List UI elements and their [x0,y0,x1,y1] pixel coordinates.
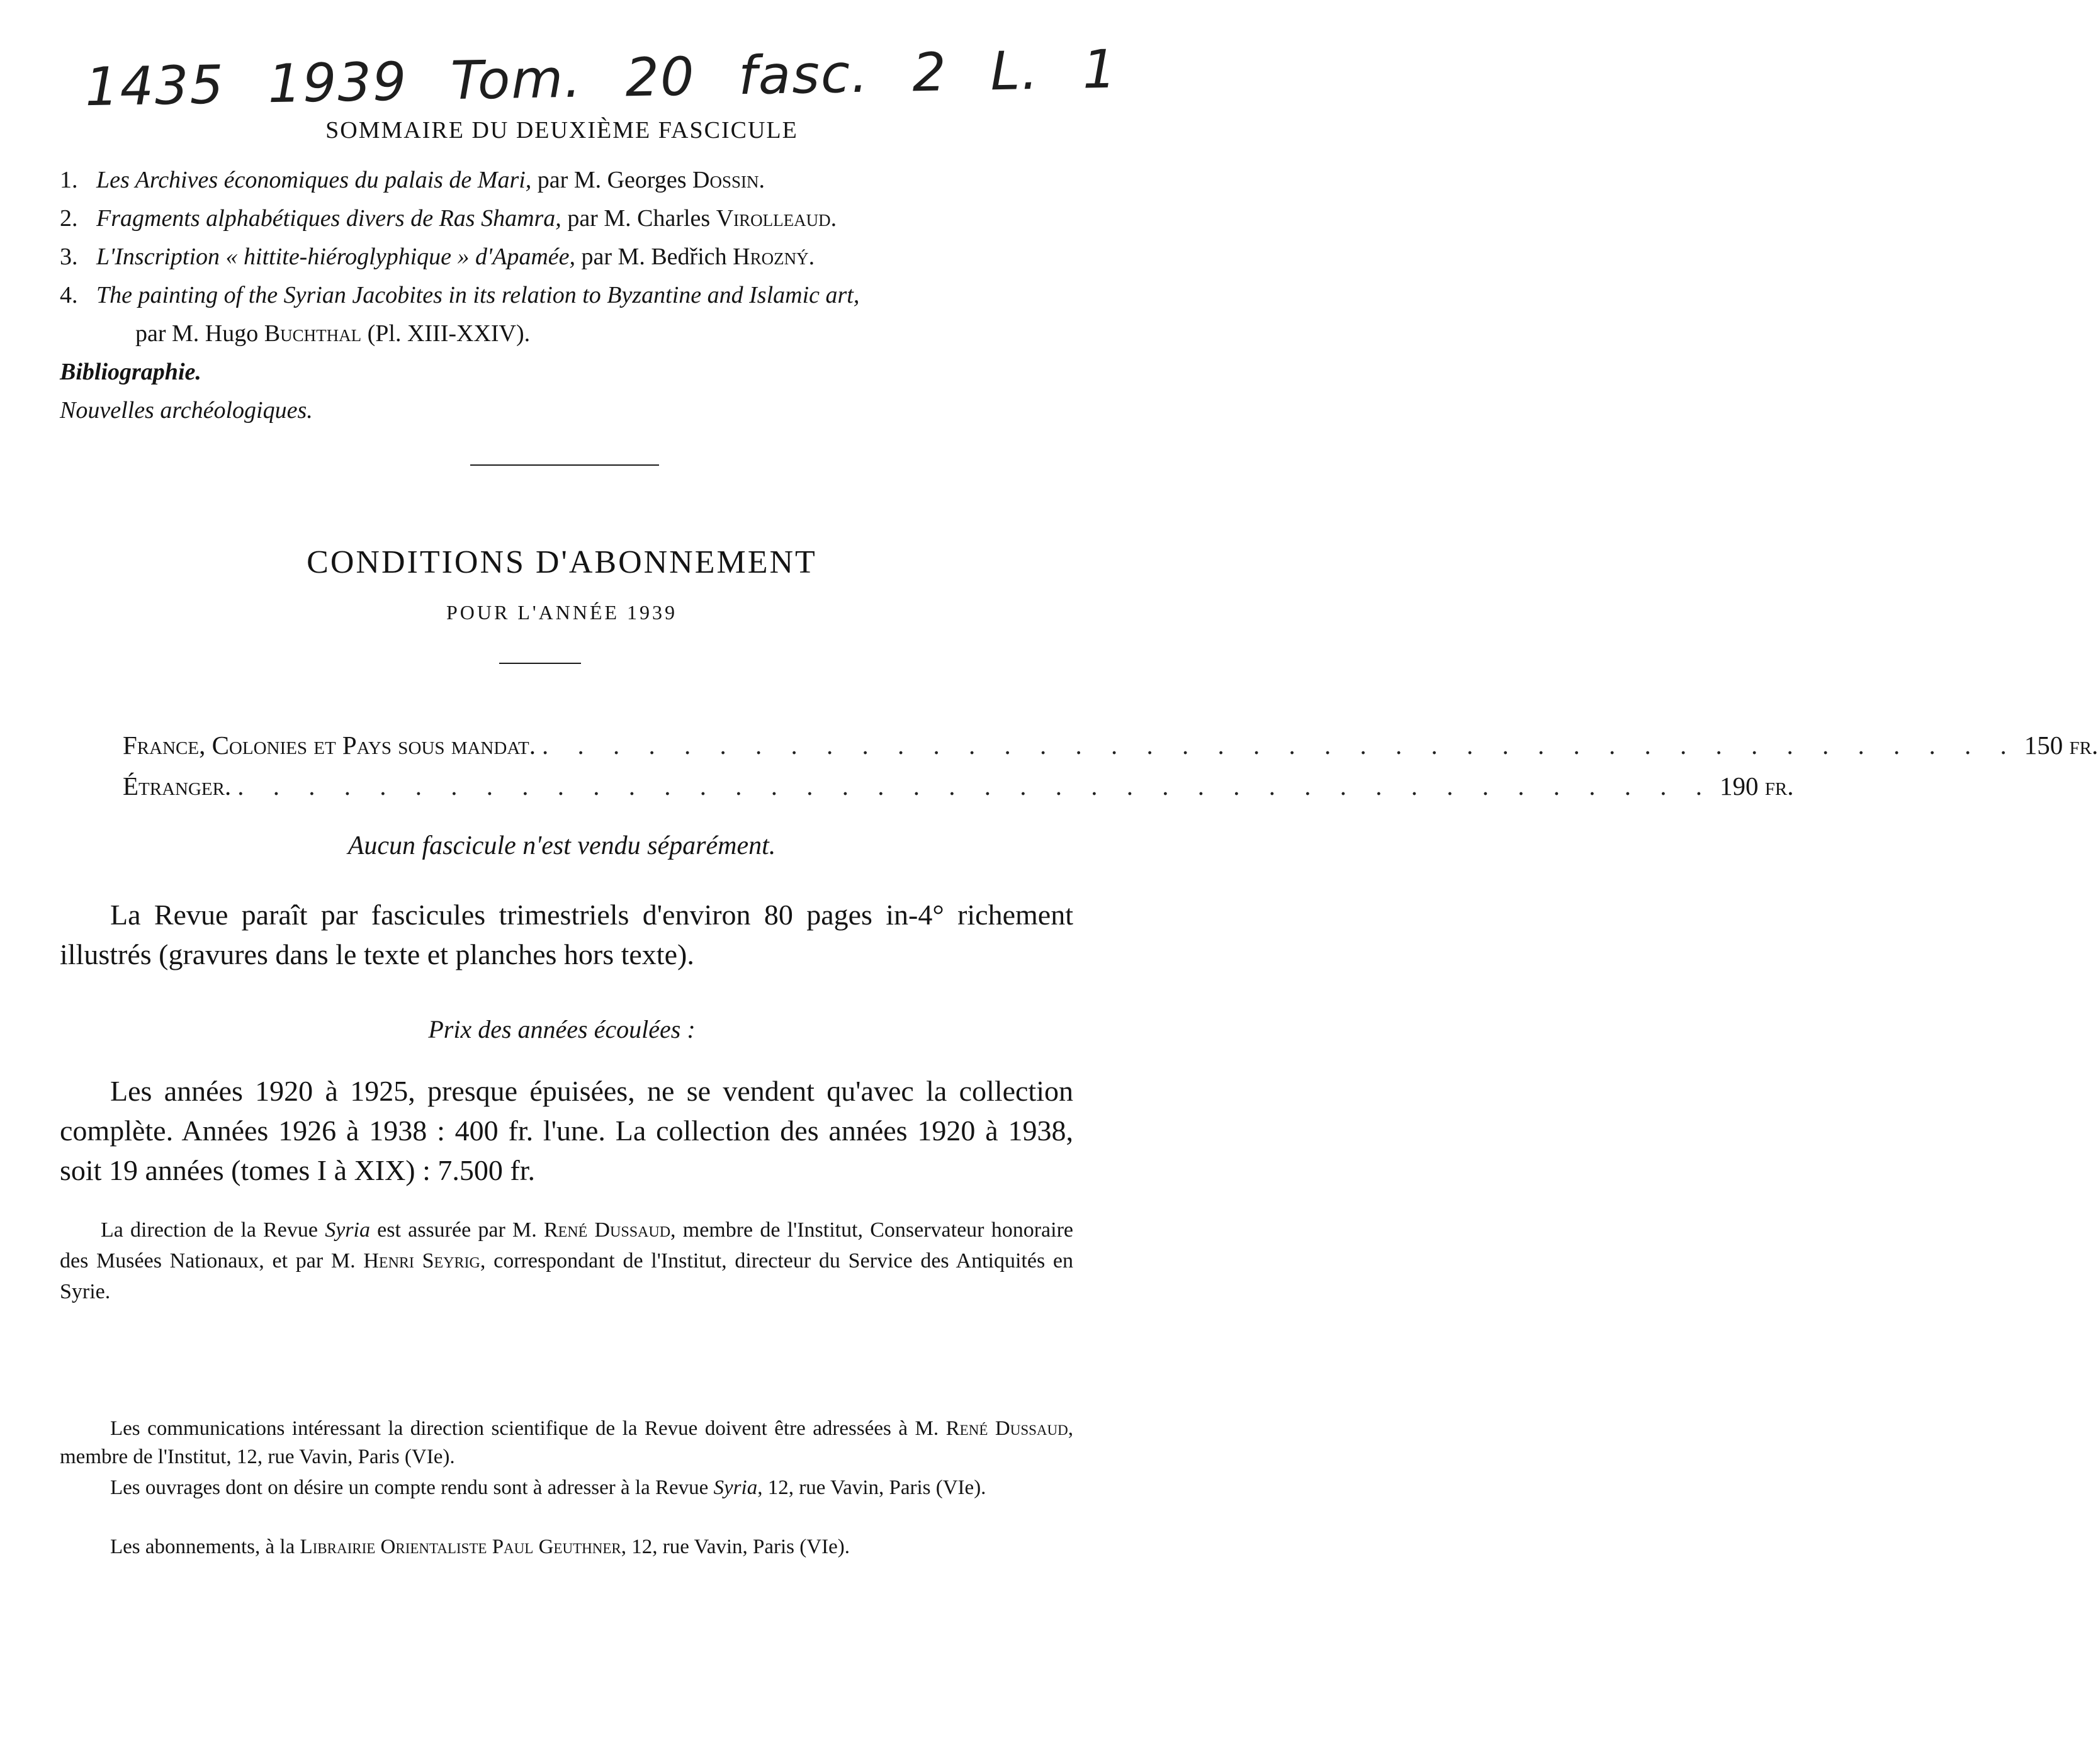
toc-item-author: Virolleaud [716,205,831,232]
leader-dots: . . . . . . . . . . . . . . . . . . . . . . . . . . . . . . . . . . . . . . . . . . [542,731,2018,760]
direction-paragraph [60,1215,1073,1307]
toc-item-suffix: . [830,205,837,232]
price-value: 150 fr. [2024,731,2098,760]
toc-item-title: L'Inscription « hittite-hiéroglyphique » d'Apamée, [96,244,576,270]
toc-bibliographie: Bibliographie. [60,359,201,385]
toc-nouvelles: Nouvelles archéologiques. [60,397,313,424]
toc-item-3 [60,238,1080,276]
section-divider [470,464,659,466]
handwritten-catalog-note: 1435 1939 Tom. 20 fasc. 2 L. 1 [84,38,1119,118]
communication-text: Les communications intéressant la direction scientifique de la Revue doivent être adressées à M. [110,1417,946,1440]
direction-text: est assurée par M. [369,1218,544,1242]
abonnements-paragraph [60,1533,1073,1561]
price-row-france [123,730,2098,760]
conditions-title: CONDITIONS D'ABONNEMENT [307,544,817,580]
prix-paragraph: Les années 1920 à 1925, presque épuisées, ne se vendent qu'avec la collection complète. Années 1926 à 1938 : 400 fr. l'une. La collection des années 1920 à 1938, soit 19 années (tomes I à XIX) : 7.500 fr. [60,1075,1073,1186]
toc-item-by: par M. Georges [531,167,693,193]
toc-item-author: Buchthal [264,320,362,347]
toc-item-suffix: . [759,167,765,193]
ouvrages-paragraph [60,1474,1073,1502]
publisher-name: Librairie Orientaliste Paul Geuthner [300,1536,621,1558]
communication-text: Les abonnements, à la [110,1536,300,1558]
toc-item-suffix: (Pl. XIII-XXIV). [361,320,531,347]
leader-dots: . . . . . . . . . . . . . . . . . . . . . . . . . . . . . . . . . . . . . . . . . . [237,772,1713,801]
toc-item-by: par M. Bedřich [575,244,733,270]
toc-item-by: par M. Hugo [135,320,264,347]
communication-text: , 12, rue Vavin, Paris (VIe). [621,1536,850,1558]
communication-text: , 12, rue Vavin, Paris (VIe). [757,1476,986,1499]
director-name: Henri Seyrig [363,1249,480,1272]
direction-text: La direction de la Revue [101,1218,325,1242]
toc-item-2 [60,199,1080,238]
toc-item-number: 1. [60,167,78,193]
toc-item-1 [60,161,1080,199]
communication-text: Les ouvrages dont on désire un compte rendu sont à adresser à la Revue [110,1476,714,1499]
toc-item-author: Dossin [692,167,759,193]
toc-item-number: 3. [60,244,78,270]
table-of-contents [60,161,1080,430]
prix-heading: Prix des années écoulées : [428,1015,696,1043]
contact-name: René Dussaud [945,1417,1068,1440]
price-value: 190 fr. [1720,772,1794,801]
toc-item-title: Fragments alphabétiques divers de Ras Shamra, [96,205,561,232]
toc-item-title: Les Archives économiques du palais de Mari, [96,167,532,193]
toc-item-title: The painting of the Syrian Jacobites in its relation to Byzantine and Islamic art, [96,282,860,308]
revue-paragraph: La Revue paraît par fascicules trimestriels d'environ 80 pages in-4° richement illustrés (gravures dans le texte et planches hors texte). [60,899,1073,970]
price-label: Étranger. [123,772,232,801]
communications-paragraph [60,1415,1073,1471]
toc-item-number: 2. [60,205,78,232]
sommaire-title: SOMMAIRE DU DEUXIÈME FASCICULE [325,117,798,143]
toc-item-suffix: . [808,244,815,270]
syria-title: Syria [713,1476,758,1499]
direction-text: , correspondant de l'Institut, directeur du Service des Antiquités en Syrie. [60,1249,1073,1303]
toc-item-4 [60,276,1080,315]
direction-text: , membre de l'Institut, Conservateur honoraire des Musées Nationaux, et par M. [60,1218,1073,1272]
price-label: France, Colonies et Pays sous mandat. [123,731,536,760]
short-divider [499,663,581,664]
communication-text: , membre de l'Institut, 12, rue Vavin, Paris (VIe). [60,1417,1073,1468]
toc-item-4-continuation [60,315,1080,353]
syria-title: Syria [325,1218,370,1242]
toc-item-number: 4. [60,282,78,308]
toc-item-by: par M. Charles [561,205,716,232]
fascicule-note: Aucun fascicule n'est vendu séparément. [347,831,776,860]
conditions-subtitle: POUR L'ANNÉE 1939 [446,601,678,624]
toc-item-author: Hrozný [733,244,809,270]
director-name: René Dussaud [543,1218,671,1242]
price-row-etranger [123,771,1794,801]
